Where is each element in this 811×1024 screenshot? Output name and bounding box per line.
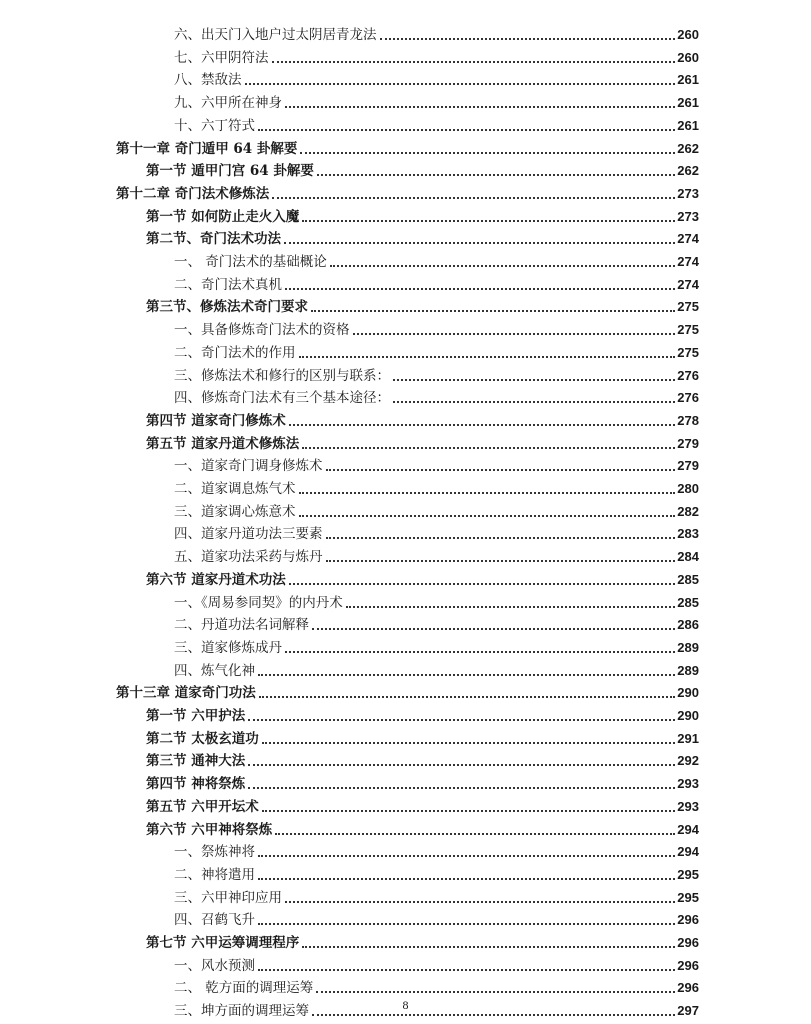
toc-entry-title: 二、神将遣用 (174, 866, 255, 883)
toc-entry (174, 660, 699, 682)
toc-entry-page: 261 (677, 95, 699, 111)
toc-entry (174, 319, 699, 341)
toc-entry (174, 69, 699, 91)
toc-entry-page: 293 (677, 776, 699, 792)
toc-entry-title: 八、禁敌法 (174, 72, 242, 89)
toc-entry-title: 第一节 六甲护法 (146, 708, 246, 724)
toc-entry-title: 六、出天门入地户过太阴居青龙法 (174, 27, 377, 43)
toc-entry (174, 342, 699, 364)
toc-entry-title: 五、道家功法采药与炼丹 (174, 549, 323, 566)
toc-entry-title: 四、炼气化神 (174, 662, 255, 679)
dot-leader (289, 583, 676, 585)
dot-leader (258, 129, 675, 131)
toc-entry (146, 750, 699, 772)
toc-entry (174, 977, 699, 999)
toc-entry-title: 三、修炼法术和修行的区别与联系： (174, 367, 390, 384)
toc-entry (146, 296, 699, 318)
toc-entry-page: 296 (677, 980, 699, 996)
toc-entry (116, 682, 699, 704)
dot-leader (326, 560, 676, 562)
toc-entry-page: 297 (677, 1003, 699, 1019)
toc-entry-page: 262 (677, 140, 699, 156)
dot-leader (258, 878, 675, 880)
dot-leader (258, 969, 675, 971)
toc-entry-page: 294 (677, 821, 699, 837)
toc-entry (174, 864, 699, 886)
toc-entry-page: 294 (677, 844, 699, 860)
toc-entry (174, 478, 699, 500)
dot-leader (299, 492, 676, 494)
toc-entry-title: 一、 奇门法术的基础概论 (174, 254, 327, 270)
toc-entry (174, 523, 699, 545)
toc-entry-title: 第十二章 奇门法术修炼法 (116, 185, 270, 202)
toc-entry-page: 289 (677, 662, 699, 678)
toc-entry-page: 262 (677, 163, 699, 179)
toc-entry-title: 二、丹道功法名词解释 (174, 617, 309, 634)
toc-entry-page: 273 (677, 208, 699, 224)
toc-entry-title: 一、风水预测 (174, 957, 255, 974)
toc-entry-title: 第三节、修炼法术奇门要求 (146, 299, 308, 316)
toc-entry-page: 282 (677, 503, 699, 519)
dot-leader (353, 333, 676, 335)
page-number: 8 (402, 998, 409, 1012)
toc-entry (174, 887, 699, 909)
toc-entry-title: 第十一章 奇门遁甲 64 卦解要 (116, 140, 298, 157)
toc-entry-title: 十、六丁符式 (174, 117, 255, 134)
toc-entry-page: 275 (677, 299, 699, 315)
dot-leader (312, 628, 675, 630)
toc-entry-title: 一、具备修炼奇门法术的资格 (174, 322, 350, 339)
toc-entry-page: 296 (677, 912, 699, 928)
toc-entry-title: 三、道家调心炼意术 (174, 503, 296, 520)
toc-entry-title: 四、道家丹道功法三要素 (174, 526, 323, 543)
toc-entry-title: 二、奇门法术真机 (174, 276, 282, 293)
toc-entry-page: 261 (677, 72, 699, 88)
toc-entry (146, 705, 699, 727)
dot-leader (258, 855, 675, 857)
toc-entry-page: 274 (677, 231, 699, 247)
toc-entry-title: 七、六甲阴符法 (174, 49, 269, 66)
toc-entry (146, 819, 699, 841)
dot-leader (311, 310, 675, 312)
dot-leader (316, 991, 675, 993)
toc-entry-page: 290 (677, 685, 699, 701)
toc-entry-title: 第四节 道家奇门修炼术 (146, 412, 286, 429)
toc-entry-page: 290 (677, 708, 699, 723)
toc-entry-title: 第六节 六甲神将祭炼 (146, 821, 273, 838)
dot-leader (275, 833, 675, 835)
toc-entry (174, 251, 699, 273)
toc-entry-page: 273 (677, 185, 699, 201)
toc-entry (146, 932, 699, 954)
toc-entry (174, 592, 699, 614)
dot-leader (272, 61, 676, 63)
toc-entry-title: 二、道家调息炼气术 (174, 481, 296, 497)
toc-entry-title: 四、修炼奇门法术有三个基本途径： (174, 390, 390, 407)
dot-leader (258, 674, 675, 676)
toc-entry-title: 一、道家奇门调身修炼术 (174, 458, 323, 475)
dot-leader (299, 356, 676, 358)
toc-entry-title: 二、 乾方面的调理运筹 (174, 980, 314, 997)
dot-leader (326, 537, 676, 539)
toc-entry (116, 183, 699, 205)
toc-entry-title: 第三节 通神大法 (146, 753, 246, 770)
toc-entry (174, 274, 699, 296)
toc-entry-page: 292 (677, 753, 699, 769)
toc-entry-title: 九、六甲所在神身 (174, 95, 282, 112)
dot-leader (300, 152, 675, 154)
dot-leader (245, 83, 676, 85)
toc-entry-page: 296 (677, 935, 699, 950)
dot-leader (248, 764, 675, 766)
toc-entry-page: 295 (677, 866, 699, 882)
toc-entry-title: 第十三章 道家奇门功法 (116, 685, 256, 702)
toc-entry-page: 260 (677, 27, 699, 42)
dot-leader (262, 742, 676, 744)
toc-entry-page: 284 (677, 549, 699, 565)
dot-leader (285, 288, 675, 290)
dot-leader (317, 174, 675, 176)
dot-leader (302, 220, 675, 222)
toc-entry-page: 286 (677, 617, 699, 633)
toc-entry-page: 293 (677, 798, 699, 814)
toc-entry (174, 501, 699, 523)
toc-entry (146, 728, 699, 750)
dot-leader (312, 1014, 675, 1016)
toc-entry-page: 279 (677, 435, 699, 451)
dot-leader (302, 447, 675, 449)
toc-entry (146, 410, 699, 432)
toc-entry (146, 796, 699, 818)
dot-leader (289, 424, 676, 426)
toc-entry (174, 546, 699, 568)
toc-entry-title: 三、道家修炼成丹 (174, 639, 282, 656)
toc-entry-page: 275 (677, 322, 699, 338)
dot-leader (248, 719, 675, 721)
toc-entry-title: 三、六甲神印应用 (174, 889, 282, 906)
toc-entry-title: 第五节 道家丹道术修炼法 (146, 435, 300, 452)
toc-entry (174, 614, 699, 636)
toc-entry-page: 274 (677, 254, 699, 269)
toc-entry (174, 47, 699, 69)
toc-entry-page: 276 (677, 367, 699, 383)
toc-entry (174, 24, 699, 46)
dot-leader (302, 946, 675, 948)
toc-entry (174, 115, 699, 137)
toc-entry-title: 三、坤方面的调理运筹 (174, 1003, 309, 1020)
dot-leader (285, 651, 675, 653)
toc-entry (146, 569, 699, 591)
toc-entry-page: 285 (677, 571, 699, 587)
dot-leader (284, 242, 675, 244)
toc-entry-page: 276 (677, 390, 699, 406)
toc-entry (174, 909, 699, 931)
toc-entry-title: 第四节 神将祭炼 (146, 776, 246, 793)
dot-leader (346, 606, 676, 608)
toc-entry (146, 228, 699, 250)
toc-entry-page: 275 (677, 344, 699, 360)
toc-entry-title: 二、奇门法术的作用 (174, 344, 296, 361)
toc-entry-title: 一、祭炼神将 (174, 844, 255, 861)
toc-entry-title: 一、《周易参同契》的内丹术 (174, 594, 343, 611)
dot-leader (262, 810, 676, 812)
toc-entry-title: 第七节 六甲运筹调理程序 (146, 935, 300, 951)
dot-leader (285, 901, 675, 903)
toc-entry-page: 285 (677, 594, 699, 610)
toc-entry (174, 92, 699, 114)
dot-leader (272, 197, 675, 199)
toc-entry (174, 455, 699, 477)
toc-entry (146, 773, 699, 795)
toc-entry-page: 296 (677, 957, 699, 973)
dot-leader (248, 787, 675, 789)
dot-leader (380, 38, 676, 40)
toc-entry (146, 433, 699, 455)
toc-entry (116, 138, 699, 160)
dot-leader (259, 696, 676, 698)
dot-leader (326, 469, 676, 471)
toc-entry-title: 第一节 遁甲门宫 64 卦解要 (146, 163, 314, 180)
dot-leader (299, 515, 676, 517)
toc-entry-page: 295 (677, 889, 699, 905)
toc-entry-title: 第一节 如何防止走火入魔 (146, 208, 300, 225)
dot-leader (330, 265, 676, 267)
toc-entry-title: 第五节 六甲开坛术 (146, 798, 259, 815)
toc-entry-page: 261 (677, 117, 699, 133)
toc-entry (174, 841, 699, 863)
toc-entry-page: 280 (677, 481, 699, 496)
toc-entry (146, 160, 699, 182)
toc-entry (146, 206, 699, 228)
dot-leader (393, 379, 675, 381)
toc-entry-title: 第六节 道家丹道术功法 (146, 571, 286, 588)
toc-entry-page: 260 (677, 49, 699, 65)
toc-entry-title: 四、召鹤飞升 (174, 912, 255, 929)
toc-entry-title: 第二节 太极玄道功 (146, 730, 259, 747)
dot-leader (258, 923, 675, 925)
toc-entry (174, 637, 699, 659)
toc-entry (174, 955, 699, 977)
toc-entry-page: 279 (677, 458, 699, 474)
dot-leader (285, 106, 675, 108)
toc-entry-page: 291 (677, 730, 699, 746)
toc-entry (174, 365, 699, 387)
toc-entry-title: 第二节、奇门法术功法 (146, 231, 281, 248)
toc-entry-page: 283 (677, 526, 699, 542)
toc-entry-page: 278 (677, 412, 699, 428)
toc-entry-page: 289 (677, 639, 699, 655)
toc-entry (174, 387, 699, 409)
dot-leader (393, 401, 675, 403)
toc-entry-page: 274 (677, 276, 699, 292)
